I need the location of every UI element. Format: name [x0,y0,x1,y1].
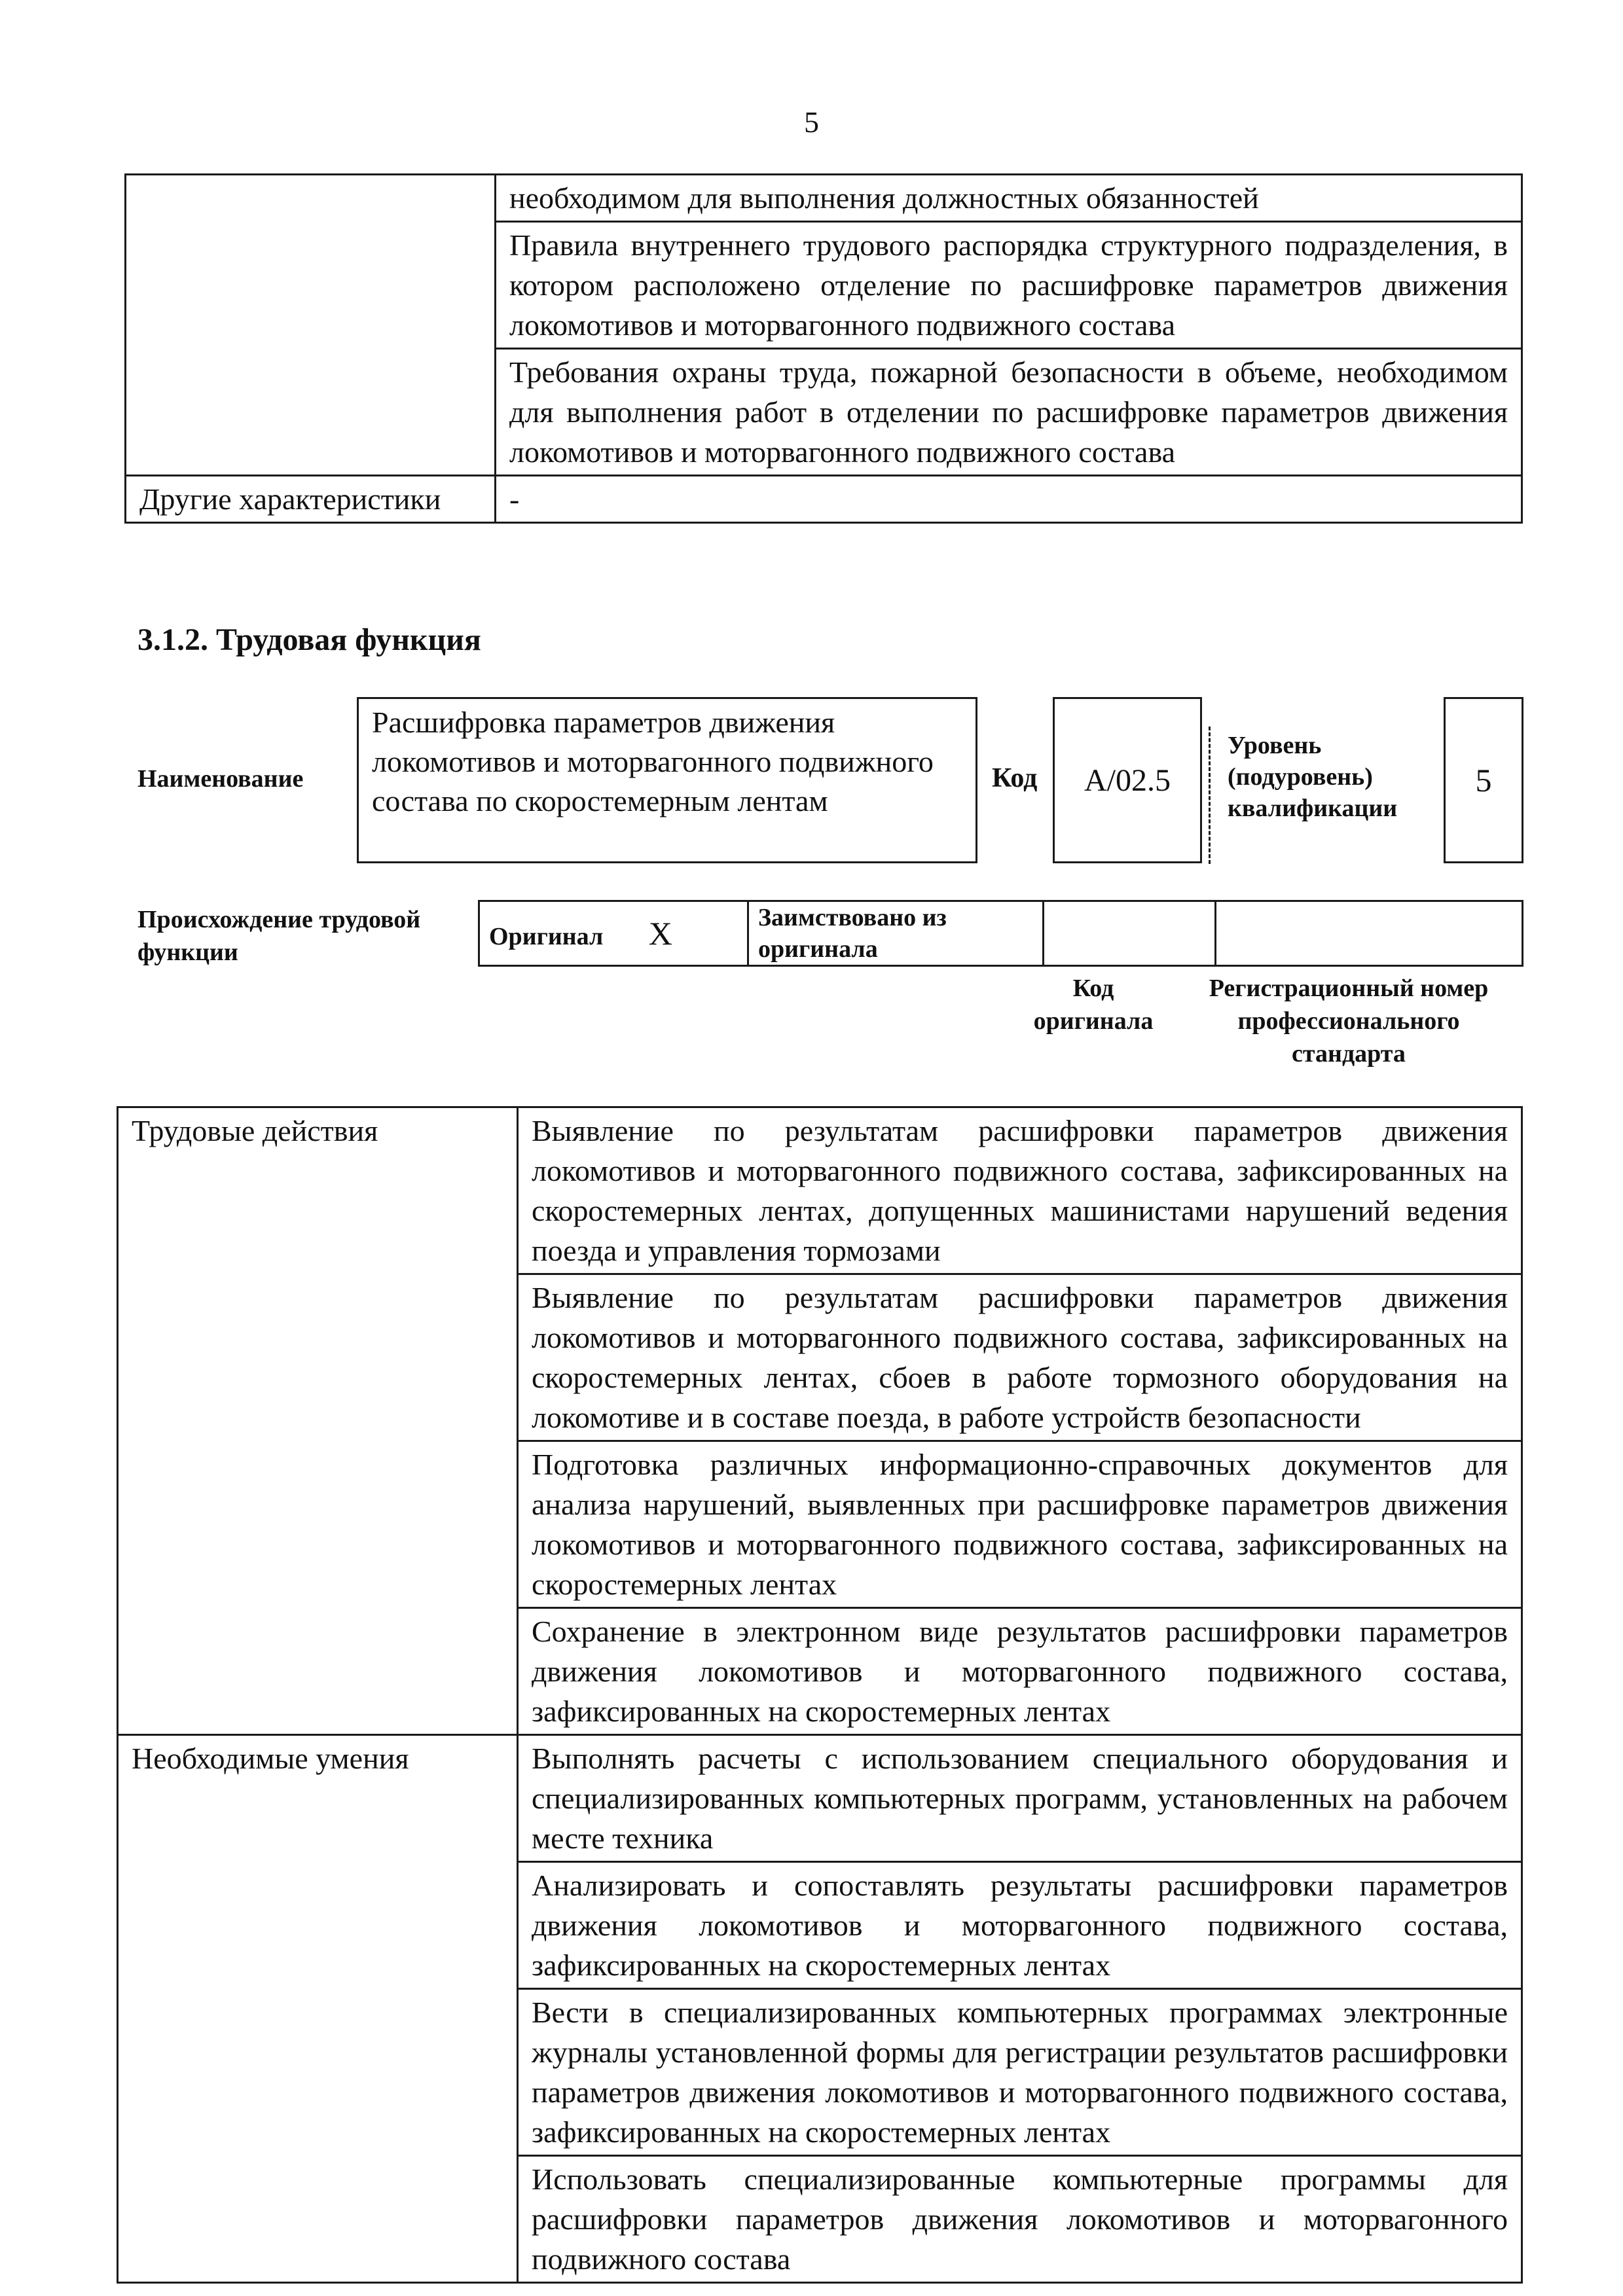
level-value-box: 5 [1444,697,1523,863]
labor-action-cell: Выявление по результатам расшифровки параметров движения локомотивов и моторвагонного подвижного состава, зафиксированных на скоростемерных лентах, допущенных машинистами нарушений ведения поезда и управления тормозами [518,1107,1522,1274]
labor-action-cell: Выявление по результатам расшифровки параметров движения локомотивов и моторвагонного подвижного состава, зафиксированных на скоростемерных лентах, сбоев в работе тормозного оборудования на локомотиве и в составе поезда, в работе устройств безопасности [518,1274,1522,1441]
borrowed-label-line: оригинала [758,935,878,963]
level-label-line: Уровень [1228,732,1322,759]
continuation-table [124,173,1523,524]
level-label-line: (подуровень) [1228,763,1373,791]
section-heading: 3.1.2. Трудовая функция [137,622,481,657]
original-mark: X [648,915,672,952]
borrowed-cell [748,901,1044,966]
caption-line: профессионального [1237,1007,1460,1035]
labor-actions-label: Трудовые действия [118,1107,518,1735]
main-table [117,1106,1523,2284]
level-label [1228,730,1397,824]
skill-cell: Анализировать и сопоставлять результаты расшифровки параметров движения локомотивов и моторвагонного подвижного состава, зафиксированных на скоростемерных лентах [518,1862,1522,1989]
caption-line: оригинала [1033,1007,1154,1035]
function-code-box: А/02.5 [1053,697,1202,863]
function-name-box: Расшифровка параметров движения локомотивов и моторвагонного подвижного состава по скоростемерным лентам [357,697,977,863]
other-characteristics-value: - [496,476,1522,523]
origin-label-line: функции [137,939,238,966]
continuation-cell: необходимом для выполнения должностных обязанностей [496,175,1522,222]
other-characteristics-label: Другие характеристики [126,476,496,523]
caption-line: стандарта [1292,1040,1406,1067]
origin-label [137,903,420,969]
origin-table [478,900,1523,967]
borrowed-label-line: Заимствовано из [758,904,947,931]
original-label: Оригинал [489,923,604,950]
skill-cell: Использовать специализированные компьютерные программы для расшифровки параметров движения локомотивов и моторвагонного подвижного состава [518,2156,1522,2283]
caption-line: Код [1072,975,1114,1002]
caption-line: Регистрационный номер [1209,975,1489,1002]
origin-reg-number-cell [1216,901,1523,966]
continuation-cell: Требования охраны труда, пожарной безопасности в объеме, необходимом для выполнения работ в отделении по расшифровке параметров движения локомотивов и моторвагонного подвижного состава [496,349,1522,476]
name-label: Наименование [137,765,304,793]
skills-label: Необходимые умения [118,1735,518,2283]
skill-cell: Выполнять расчеты с использованием специального оборудования и специализированных компьютерных программ, установленных на рабочем месте техника [518,1735,1522,1862]
continuation-empty-cell [126,175,496,476]
origin-code-caption [1008,972,1178,1037]
origin-label-line: Происхождение трудовой [137,906,421,933]
level-divider [1209,726,1211,864]
origin-reg-caption [1178,972,1519,1070]
level-label-line: квалификации [1228,795,1398,822]
code-label: Код [992,763,1038,793]
page-number: 5 [804,105,819,139]
labor-action-cell: Подготовка различных информационно-справочных документов для анализа нарушений, выявленных при расшифровке параметров движения локомотивов и моторвагонного подвижного состава, зафиксированных на скоростемерных лентах [518,1441,1522,1608]
labor-action-cell: Сохранение в электронном виде результатов расшифровки параметров движения локомотивов и моторвагонного подвижного состава, зафиксированных на скоростемерных лентах [518,1608,1522,1735]
original-cell [479,901,748,966]
origin-code-cell [1044,901,1216,966]
continuation-cell: Правила внутреннего трудового распорядка структурного подразделения, в котором расположено отделение по расшифровке параметров движения локомотивов и моторвагонного подвижного состава [496,222,1522,349]
skill-cell: Вести в специализированных компьютерных программах электронные журналы установленной формы для регистрации результатов расшифровки параметров движения локомотивов и моторвагонного подвижного состава, зафиксированных на скоростемерных лентах [518,1989,1522,2156]
